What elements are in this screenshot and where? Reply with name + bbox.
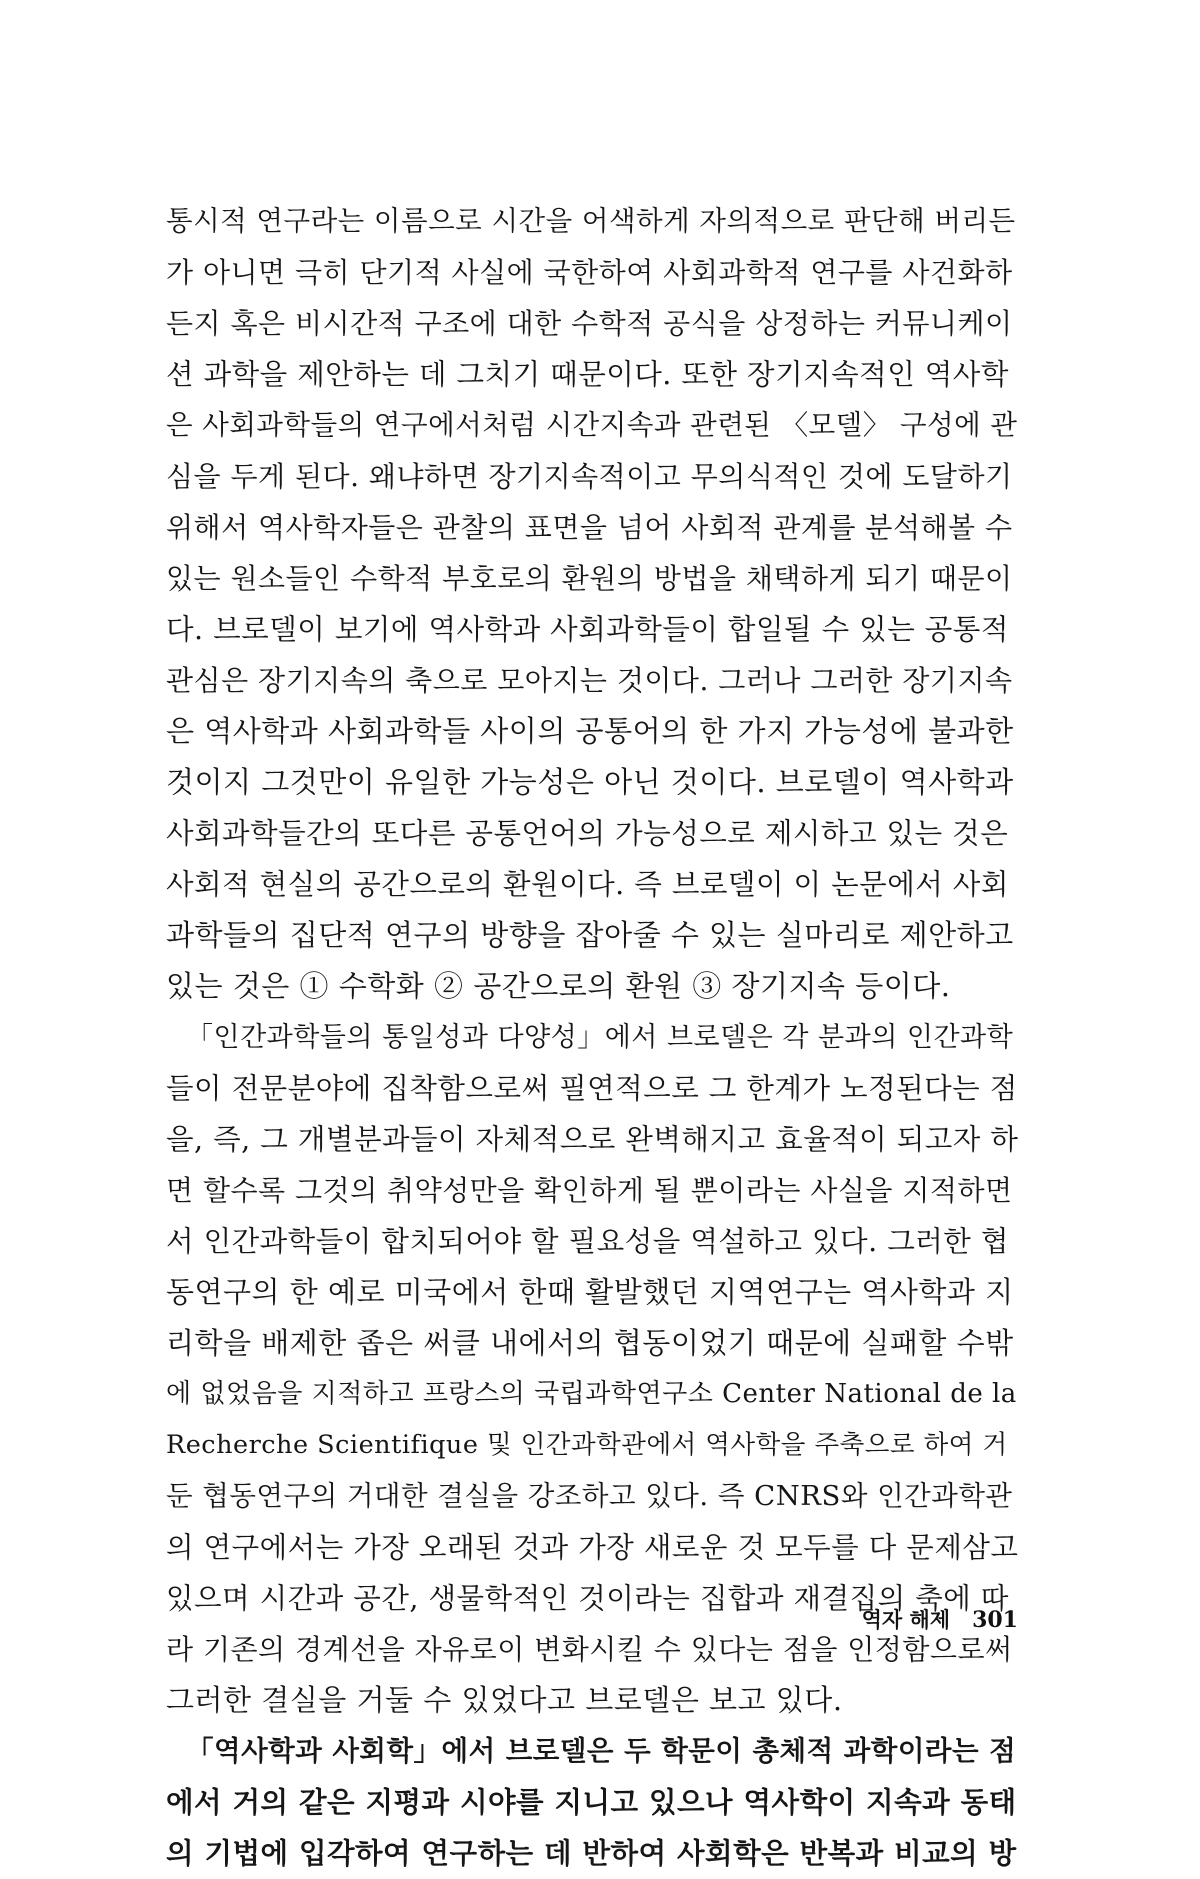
text-line: 은 사회과학들의 연구에서처럼 시간지속과 관련된 〈모델〉 구성에 관 (166, 409, 1018, 441)
text-line: 통시적 연구라는 이름으로 시간을 어색하게 자의적으로 판단해 버리든 (166, 205, 1016, 237)
text-line: 은 역사학과 사회과학들 사이의 공통어의 한 가지 가능성에 불과한 (166, 714, 1014, 748)
text-line: 서 인간과학들이 합치되어야 할 필요성을 역설하고 있다. 그러한 협 (166, 1225, 1009, 1258)
page-number: 301 (972, 1607, 1018, 1633)
text-line: 둔 협동연구의 거대한 결실을 강조하고 있다. 즉 CNRS와 인간과학관 (166, 1480, 1013, 1512)
text-line: 「인간과학들의 통일성과 다양성」에서 브로델은 각 분과의 인간과학 (186, 1022, 1014, 1053)
text-line: 면 할수록 그것의 취약성만을 확인하게 될 뿐이라는 사실을 지적하면 (166, 1174, 1013, 1207)
text-line: 다. 브로델이 보기에 역사학과 사회과학들이 합일될 수 있는 공통적 (166, 613, 1009, 646)
text-line: 있는 원소들인 수학적 부호로의 환원의 방법을 채택하게 되기 때문이 (166, 562, 1013, 595)
text-line: 을, 즉, 그 개별분과들이 자체적으로 완벽해지고 효율적이 되고자 하 (166, 1123, 1018, 1156)
text-line: 위해서 역사학자들은 관찰의 표면을 넘어 사회적 관계를 분석해볼 수 (166, 511, 1013, 544)
text-line: 라 기존의 경계선을 자유로이 변화시킬 수 있다는 점을 인정함으로써 (166, 1633, 1013, 1666)
text-line: 사회적 현실의 공간으로의 환원이다. 즉 브로델이 이 논문에서 사회 (166, 868, 1009, 901)
text-line: 과학들의 집단적 연구의 방향을 잡아줄 수 있는 실마리로 제안하고 (166, 918, 1014, 952)
text-line: 들이 전문분야에 집착함으로써 필연적으로 그 한계가 노정된다는 점 (166, 1072, 1018, 1105)
text-line: Recherche Scientifique 및 인간과학관에서 역사학을 주축으로 하여 거 (166, 1430, 1008, 1460)
text-line: 의 연구에서는 가장 오래된 것과 가장 새로운 것 모두를 다 문제삼고 (166, 1531, 1018, 1564)
text-line: 리학을 배제한 좁은 써클 내에서의 협동이었기 때문에 실패할 수밖 (166, 1326, 1014, 1360)
text-line: 심을 두게 된다. 왜냐하면 장기지속적이고 무의식적인 것에 도달하기 (166, 460, 1013, 493)
text-line: 에서 거의 같은 지평과 시야를 지니고 있으나 역사학이 지속과 동태 (166, 1785, 1017, 1819)
text-line: 의 기법에 입각하여 연구하는 데 반하여 사회학은 반복과 비교의 방 (166, 1836, 1017, 1870)
text-line: 「역사학과 사회학」에서 브로델은 두 학문이 총체적 과학이라는 점 (186, 1735, 1017, 1767)
text-line: 든지 혹은 비시간적 구조에 대한 수학적 공식을 상정하는 커뮤니케이 (166, 307, 1013, 340)
text-line: 에 없었음을 지적하고 프랑스의 국립과학연구소 Center National de la (166, 1379, 1017, 1409)
text-line: 있는 것은 ① 수학화 ② 공간으로의 환원 ③ 장기지속 등이다. (166, 969, 951, 1003)
text-line: 것이지 그것만이 유일한 가능성은 아닌 것이다. 브로델이 역사학과 (166, 765, 1014, 799)
text-line: 동연구의 한 예로 미국에서 한때 활발했던 지역연구는 역사학과 지 (166, 1275, 1014, 1309)
text-line: 사회과학들간의 또다른 공통언어의 가능성으로 제시하고 있는 것은 (166, 817, 1009, 850)
text-line: 션 과학을 제안하는 데 그치기 때문이다. 또한 장기지속적인 역사학 (166, 358, 1009, 391)
text-line: 그러한 결실을 거둘 수 있었다고 브로델은 보고 있다. (166, 1683, 843, 1717)
page-footer (780, 1604, 1018, 1634)
text-line: 관심은 장기지속의 축으로 모아지는 것이다. 그러나 그러한 장기지속 (166, 664, 1013, 697)
running-footer-section: 역자 해제 (861, 1608, 951, 1632)
text-line: 있으며 시간과 공간, 생물학적인 것이라는 집합과 재결집의 축에 따 (166, 1582, 1009, 1615)
text-line: 가 아니면 극히 단기적 사실에 국한하여 사회과학적 연구를 사건화하 (166, 256, 1013, 289)
